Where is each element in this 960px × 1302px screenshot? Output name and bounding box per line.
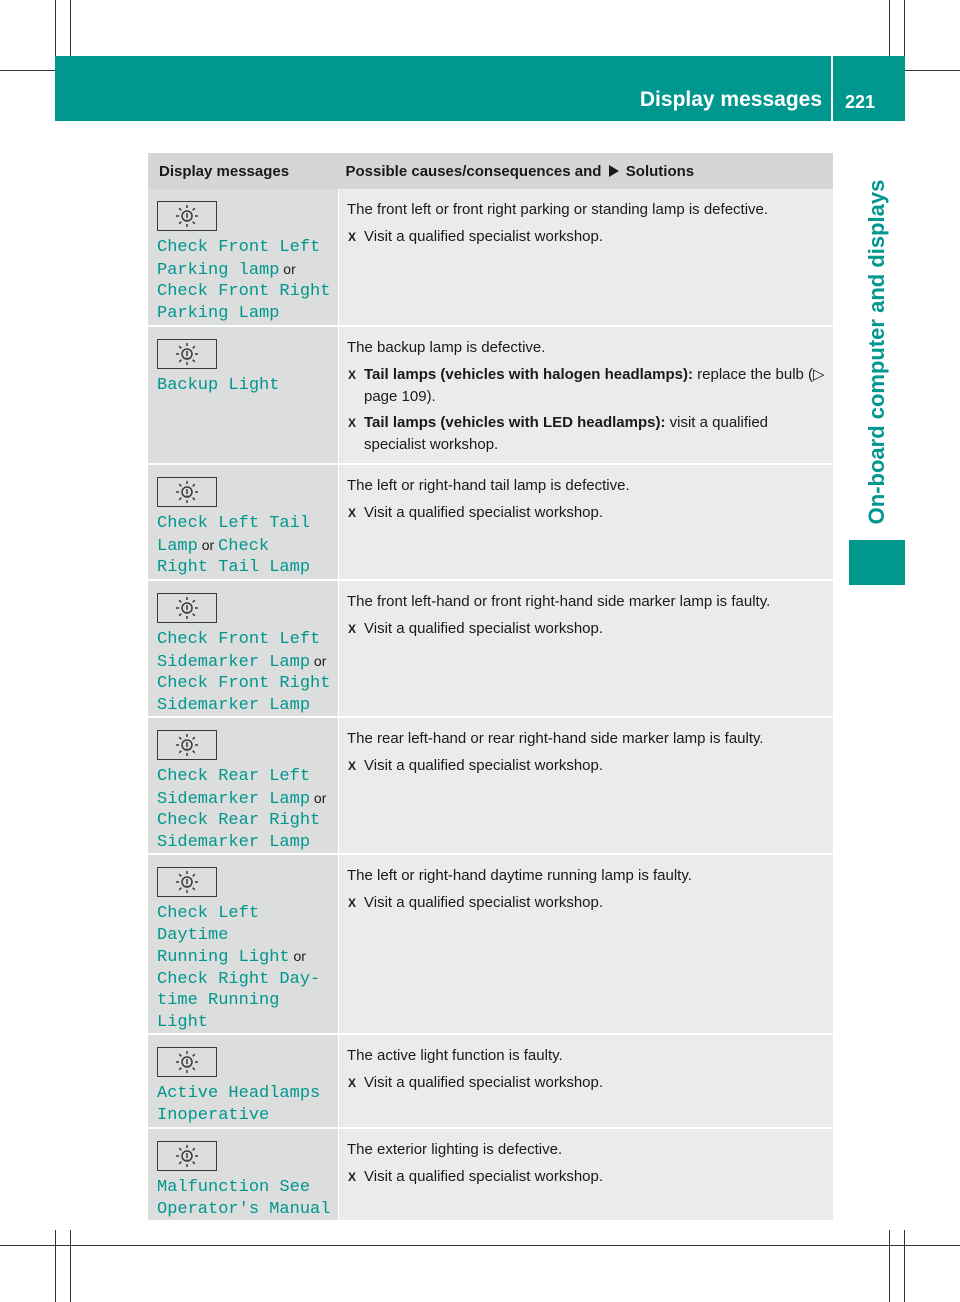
display-message-cell [148, 1128, 339, 1221]
solution-condition: Tail lamps (vehicles with halogen headlamps): [364, 366, 693, 383]
lamp-icon [157, 1047, 217, 1077]
display-message-line: Check Front Left [157, 630, 321, 649]
display-message-cell [148, 189, 339, 326]
solution-step [347, 226, 827, 248]
table-row [148, 1034, 833, 1128]
solution-step [347, 618, 827, 640]
crop-mark [70, 1230, 71, 1302]
chapter-tab-label: On-board computer and displays [864, 179, 889, 525]
crop-mark [0, 1245, 960, 1246]
display-message-line: Parking Lamp [157, 303, 280, 323]
lamp-icon [157, 593, 217, 623]
solution-text: visit a qualified specialist workshop. [364, 414, 769, 453]
display-message-line: Check Left Daytime [157, 904, 260, 945]
or-connector: or [197, 536, 219, 553]
solution-text: Visit a qualified specialist workshop. [364, 620, 604, 637]
display-message-cell [148, 464, 339, 580]
display-message-text [148, 369, 338, 397]
solution-condition: Tail lamps (vehicles with LED headlamps): [364, 414, 666, 431]
step-arrow-icon: X [348, 368, 357, 382]
step-arrow-icon: X [348, 230, 357, 244]
solution-step [347, 755, 827, 777]
step-arrow-icon: X [348, 506, 357, 520]
display-message-line: Right Tail Lamp [157, 558, 311, 577]
cause-text: The left or right-hand tail lamp is defective. [347, 477, 630, 494]
display-message-text [148, 1171, 338, 1220]
cause-text: The left or right-hand daytime running lamp is faulty. [347, 867, 692, 884]
display-message-cell [148, 717, 339, 854]
section-title: Display messages [639, 88, 822, 111]
display-message-line: Sidemarker Lamp [157, 789, 311, 809]
column-header-causes [339, 153, 834, 189]
lamp-icon [157, 867, 217, 897]
column-header-causes-text: Possible causes/consequences and [345, 162, 602, 180]
solution-step [347, 412, 827, 456]
causes-solutions-cell [339, 464, 834, 580]
lamp-icon [157, 477, 217, 507]
solution-step [347, 1166, 827, 1188]
display-message-cell [148, 1034, 339, 1128]
causes-solutions-cell [339, 1034, 834, 1128]
display-message-line: Check [218, 536, 270, 556]
crop-mark [55, 1230, 56, 1302]
crop-mark [889, 0, 890, 56]
display-message-line: Sidemarker Lamp [157, 695, 311, 715]
display-message-line: Check Front Right [157, 282, 331, 301]
display-message-line: Inoperative [157, 1105, 270, 1125]
table-row [148, 1128, 833, 1221]
table-row [148, 854, 833, 1034]
table-row [148, 464, 833, 580]
chapter-tab-marker [849, 540, 905, 585]
page-number: 221 [845, 92, 876, 112]
crop-mark [70, 0, 71, 56]
solution-step [347, 364, 827, 408]
display-message-line: Check Right Day‐ [157, 969, 321, 989]
crop-mark [904, 0, 905, 56]
display-message-line: Parking lamp [157, 260, 280, 280]
display-message-line: Sidemarker Lamp [157, 832, 311, 852]
display-message-text [148, 231, 338, 324]
display-message-line: Check Rear Left [157, 767, 311, 786]
display-message-line: Check Left Tail [157, 514, 311, 533]
causes-solutions-cell [339, 717, 834, 854]
cause-text: The rear left-hand or rear right-hand side marker lamp is faulty. [347, 730, 764, 747]
solution-step [347, 892, 827, 914]
or-connector: or [279, 260, 296, 277]
cause-text: The front left or front right parking or standing lamp is defective. [347, 201, 769, 218]
step-arrow-icon: X [348, 1170, 357, 1184]
step-arrow-icon: X [348, 896, 357, 910]
solution-text: Visit a qualified specialist workshop. [364, 228, 604, 245]
cause-text: The front left-hand or front right-hand side marker lamp is faulty. [347, 593, 771, 610]
solution-text: Visit a qualified specialist workshop. [364, 757, 604, 774]
display-message-text [148, 507, 338, 579]
causes-solutions-cell [339, 854, 834, 1034]
step-arrow-icon: X [348, 1076, 357, 1090]
column-header-display-messages: Display messages [148, 153, 339, 189]
display-message-line: Lamp [157, 536, 198, 556]
lamp-icon [157, 339, 217, 369]
step-arrow-icon: X [348, 622, 357, 636]
solution-text: Visit a qualified specialist workshop. [364, 1074, 604, 1091]
display-message-line: Sidemarker Lamp [157, 652, 311, 672]
crop-mark [55, 0, 56, 56]
display-message-text [148, 623, 338, 716]
display-message-line: Check Front Left [157, 238, 321, 257]
table-header-row [148, 153, 833, 189]
solutions-arrow-icon [609, 165, 619, 177]
solution-text: Visit a qualified specialist workshop. [364, 894, 604, 911]
display-message-line: Check Front Right [157, 674, 331, 693]
causes-solutions-cell [339, 326, 834, 464]
display-message-text [148, 897, 338, 1033]
lamp-icon [157, 1141, 217, 1171]
display-message-text [148, 760, 338, 853]
display-message-line: Check Rear Right [157, 811, 321, 830]
table-row [148, 717, 833, 854]
cause-text: The backup lamp is defective. [347, 339, 546, 356]
causes-solutions-cell [339, 580, 834, 717]
solution-text: Visit a qualified specialist workshop. [364, 1168, 604, 1185]
lamp-icon [157, 730, 217, 760]
display-messages-table [148, 153, 833, 1222]
display-message-line: Backup Light [157, 376, 280, 395]
table-row [148, 326, 833, 464]
display-message-line: Running Light [157, 948, 290, 967]
display-message-cell [148, 326, 339, 464]
solution-step [347, 502, 827, 524]
display-message-line: Active Headlamps [157, 1084, 321, 1103]
solution-text: replace the bulb (▷ page 109). [364, 366, 825, 405]
or-connector: or [310, 652, 327, 669]
display-message-text [148, 1077, 338, 1126]
or-connector: or [310, 789, 327, 806]
column-header-solutions-text: Solutions [625, 162, 695, 180]
header-divider [831, 56, 833, 121]
solution-text: Visit a qualified specialist workshop. [364, 504, 604, 521]
table-row [148, 580, 833, 717]
step-arrow-icon: X [348, 759, 357, 773]
cause-text: The active light function is faulty. [347, 1047, 563, 1064]
crop-mark [889, 1230, 890, 1302]
display-message-cell [148, 854, 339, 1034]
step-arrow-icon: X [348, 416, 357, 430]
or-connector: or [289, 948, 306, 964]
crop-mark [904, 1230, 905, 1302]
lamp-icon [157, 201, 217, 231]
cause-text: The exterior lighting is defective. [347, 1141, 563, 1158]
causes-solutions-cell [339, 189, 834, 326]
table-row [148, 189, 833, 326]
display-message-cell [148, 580, 339, 717]
display-message-line: Malfunction See [157, 1178, 311, 1197]
causes-solutions-cell [339, 1128, 834, 1221]
solution-step [347, 1072, 827, 1094]
display-message-line: time Running Light [157, 991, 280, 1032]
display-message-line: Operator's Manual [157, 1199, 331, 1219]
